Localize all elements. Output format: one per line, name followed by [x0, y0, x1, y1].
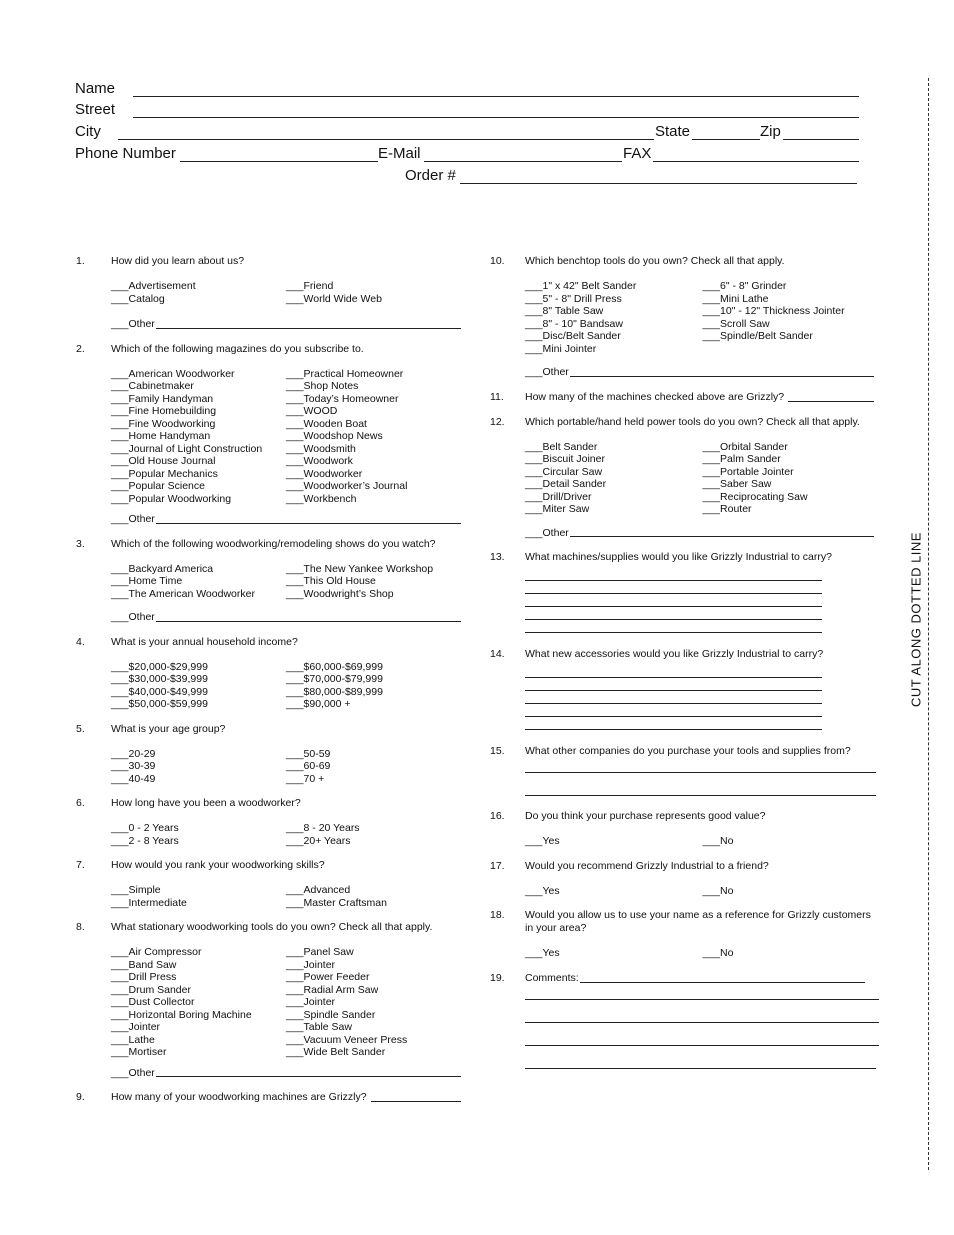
answer-line[interactable] [525, 593, 822, 594]
checkbox-option[interactable]: ___Jointer [286, 996, 336, 1008]
checkbox-option[interactable]: ___70 + [286, 772, 325, 785]
checkbox-option[interactable]: ___Practical Homeowner [286, 367, 404, 380]
checkbox-option[interactable]: ___Woodworker [286, 467, 363, 480]
checkbox-option[interactable]: ___Master Craftsman [286, 896, 387, 909]
no-option[interactable]: ___No [702, 884, 734, 897]
answer-line[interactable] [525, 795, 876, 796]
checkbox-option[interactable]: ___Drum Sander [111, 983, 191, 996]
question-8: 8. What stationary woodworking tools do you own? Check all that apply. ___Air Compressor ___Band Saw ___Drill Press ___Drum Sander ___Dust Collector ___Horizontal Boring Machine ___Jointer ___Lathe ___Mortiser ___Panel Saw ___Jointer ___Power Feeder ___Radial Arm Saw ___Jointer ___Spindle Sander ___Table Saw ___Vacuum Veneer Press ___Wide Belt Sander ___Other [76, 921, 461, 1079]
question-text: What stationary woodworking tools do you own? Check all that apply. [111, 921, 433, 933]
checkbox-option[interactable]: ___Power Feeder [286, 971, 370, 983]
checkbox-option[interactable]: ___Band Saw [111, 958, 177, 971]
checkbox-option[interactable]: ___Home Handyman [111, 430, 211, 442]
options-col-2[interactable] [286, 563, 461, 601]
question-text: What machines/supplies would you like Grizzly Industrial to carry? [525, 551, 832, 563]
checkbox-option[interactable]: ___Table Saw [286, 1021, 352, 1033]
answer-field[interactable] [371, 1101, 461, 1102]
question-text: How would you rank your woodworking skills? [111, 859, 325, 871]
answer-line[interactable] [525, 716, 822, 717]
checkbox-option[interactable]: ___Advanced [286, 884, 351, 896]
question-text: What new accessories would you like Grizzly Industrial to carry? [525, 648, 824, 660]
checkbox-option[interactable]: ___Biscuit Joiner [525, 453, 605, 465]
checkbox-option[interactable]: ___8" - 10" Bandsaw [525, 317, 623, 330]
question-5: 5. What is your age group? ___20-29 ___30-39 ___40-49 ___50-59 ___60-69 ___70 + [76, 723, 461, 786]
answer-line[interactable] [525, 1045, 879, 1046]
checkbox-option[interactable]: ___Family Handyman [111, 392, 214, 405]
checkbox-option[interactable]: ___Portable Jointer [702, 465, 794, 478]
question-4: 4. What is your annual household income? ___$20,000-$29,999 ___$30,000-$39,999 ___$40,000-$49,999 ___$50,000-$59,999 ___$60,000-$69,999 ___$70,000-$79,999 ___$80,000-$89,999 ___$90,000 + [76, 636, 461, 711]
checkbox-option[interactable]: ___Woodwright’s Shop [286, 587, 394, 600]
answer-line[interactable] [525, 580, 822, 581]
order-field[interactable] [460, 183, 857, 184]
checkbox-option[interactable]: ___8 - 20 Years [286, 822, 360, 834]
question-text: Do you think your purchase represents good value? [525, 810, 766, 822]
name-field[interactable] [133, 96, 859, 97]
checkbox-option[interactable]: ___10" - 12" Thickness Jointer [702, 305, 845, 317]
question-text: What is your annual household income? [111, 635, 298, 648]
checkbox-option[interactable]: ___0 - 2 Years [111, 822, 179, 834]
checkbox-option[interactable]: ___Palm Sander [702, 453, 781, 465]
checkbox-option[interactable]: ___Wide Belt Sander [286, 1046, 386, 1058]
phone-field[interactable] [180, 161, 378, 162]
question-17: 17. Would you recommend Grizzly Industrial to a friend? ___Yes ___No [490, 860, 880, 898]
question-6: 6. How long have you been a woodworker? ___0 - 2 Years ___2 - 8 Years ___8 - 20 Years ___20+ Years [76, 797, 461, 847]
options-col-1[interactable] [525, 280, 703, 355]
checkbox-option[interactable]: ___40-49 [111, 772, 156, 785]
options-col-1[interactable] [111, 748, 286, 786]
question-text: Which of the following woodworking/remodeling shows do you watch? [111, 537, 436, 550]
question-3: 3. Which of the following woodworking/remodeling shows do you watch? ___Backyard America ___Home Time ___The American Woodworker ___The New Yankee Workshop ___This Old House ___Woodwright’s Shop ___Other [76, 538, 461, 624]
state-field[interactable] [692, 139, 760, 140]
answer-field[interactable] [788, 401, 874, 402]
checkbox-option[interactable]: ___Drill/Driver [525, 490, 592, 503]
question-text: How many of the machines checked above are Grizzly? [525, 390, 785, 403]
other-field[interactable] [156, 1076, 461, 1077]
checkbox-option[interactable]: ___This Old House [286, 575, 376, 587]
question-text: Which portable/hand held power tools do you own? Check all that apply. [525, 415, 860, 428]
checkbox-option[interactable]: ___Simple [111, 884, 161, 896]
answer-line[interactable] [525, 729, 822, 730]
question-2: 2. Which of the following magazines do you subscribe to. ___American Woodworker ___Cabinetmaker ___Family Handyman ___Fine Homebuilding ___Fine Woodworking ___Home Handyman ___Journal of Light Construction ___Old House Journal ___Popular Mechanics ___Popular Science ___Popular Woodworking ___Practical Homeowner ___Shop Notes ___Today’s Homeowner ___WOOD ___Wooden Boat ___Woodshop News ___Woodsmith ___Woodwork ___Woodworker ___Woodworker’s Journal ___Workbench ___Other [76, 343, 461, 526]
checkbox-option[interactable]: ___Woodsmith [286, 442, 356, 455]
checkbox-option[interactable]: ___Workbench [286, 492, 357, 505]
question-7: 7. How would you rank your woodworking skills? ___Simple ___Intermediate ___Advanced ___Master Craftsman [76, 859, 461, 909]
question-text: Comments: [525, 971, 579, 984]
question-text: How did you learn about us? [111, 255, 245, 267]
checkbox-option[interactable]: ___Detail Sander [525, 478, 607, 490]
checkbox-option[interactable]: ___Woodworker’s Journal [286, 480, 408, 492]
question-1: 1. How did you learn about us? ___Advertisement ___Catalog ___Friend ___World Wide Web ___Other [76, 255, 461, 331]
checkbox-option[interactable]: ___Catalog [111, 292, 165, 305]
checkbox-option[interactable]: ___50-59 [286, 747, 331, 760]
checkbox-option[interactable]: ___Vacuum Veneer Press [286, 1033, 408, 1046]
checkbox-option[interactable]: ___Home Time [111, 575, 183, 587]
checkbox-option[interactable]: ___The American Woodworker [111, 587, 255, 600]
question-text: How many of your woodworking machines are Grizzly? [111, 1091, 367, 1103]
checkbox-option[interactable]: ___Woodshop News [286, 430, 383, 442]
yes-option[interactable]: ___Yes [525, 884, 560, 897]
other-field[interactable] [156, 621, 461, 622]
options-col-2[interactable] [286, 748, 461, 786]
question-16: 16. Do you think your purchase represents good value? ___Yes ___No [490, 810, 880, 848]
checkbox-option[interactable]: ___Lathe [111, 1033, 155, 1046]
checkbox-option[interactable]: ___Backyard America [111, 562, 214, 575]
right-column [490, 255, 880, 1069]
options-col-1[interactable] [111, 368, 286, 506]
state-label: State [655, 123, 691, 140]
question-11: 11. How many of the machines checked above are Grizzly? [490, 391, 880, 404]
checkbox-option[interactable]: ___Friend [286, 280, 334, 292]
answer-line[interactable] [525, 606, 822, 607]
street-label: Street [75, 101, 116, 118]
checkbox-option[interactable]: ___American Woodworker [111, 367, 235, 380]
checkbox-option[interactable]: ___$50,000-$59,999 [111, 698, 208, 710]
checkbox-option[interactable]: ___$70,000-$79,999 [286, 673, 383, 685]
name-label: Name [75, 80, 116, 97]
question-text: Would you allow us to use your name as a reference for Grizzly customers in your area? [525, 909, 871, 934]
checkbox-option[interactable]: ___Jointer [286, 958, 336, 971]
answer-line[interactable] [525, 1068, 876, 1069]
no-option[interactable]: ___No [702, 947, 734, 959]
checkbox-option[interactable]: ___Radial Arm Saw [286, 983, 379, 996]
checkbox-option[interactable]: ___Router [702, 503, 752, 515]
no-option[interactable]: ___No [702, 835, 734, 847]
other-field[interactable] [156, 328, 461, 329]
answer-line[interactable] [525, 772, 876, 773]
checkbox-option[interactable]: ___Scroll Saw [702, 317, 770, 330]
options-col-1[interactable] [111, 822, 286, 847]
checkbox-option[interactable]: ___6" - 8" Grinder [702, 280, 787, 292]
checkbox-option[interactable]: ___Fine Woodworking [111, 417, 216, 430]
fax-label: FAX [623, 145, 652, 162]
options-col-2[interactable] [286, 946, 461, 1059]
checkbox-option[interactable]: ___Popular Science [111, 480, 205, 492]
email-label: E-Mail [378, 145, 421, 162]
checkbox-option[interactable]: ___Intermediate [111, 896, 187, 909]
fax-field[interactable] [653, 161, 859, 162]
checkbox-option[interactable]: ___30-39 [111, 760, 156, 772]
question-15: 15. What other companies do you purchase your tools and supplies from? [490, 745, 880, 796]
yes-option[interactable]: ___Yes [525, 835, 560, 847]
checkbox-option[interactable]: ___60-69 [286, 760, 331, 772]
checkbox-option[interactable]: ___Journal of Light Construction [111, 442, 263, 455]
checkbox-option[interactable]: ___Reciprocating Saw [702, 490, 808, 503]
city-field[interactable] [118, 139, 654, 140]
other-field[interactable] [570, 536, 874, 537]
checkbox-option[interactable]: ___Horizontal Boring Machine [111, 1008, 252, 1021]
checkbox-option[interactable]: ___Air Compressor [111, 946, 202, 958]
options-col-1[interactable] [111, 884, 286, 909]
checkbox-option[interactable]: ___Fine Homebuilding [111, 405, 217, 417]
checkbox-option[interactable]: ___$90,000 + [286, 698, 351, 710]
checkbox-option[interactable]: ___8" Table Saw [525, 305, 604, 317]
checkbox-option[interactable]: ___1" x 42" Belt Sander [525, 280, 637, 292]
checkbox-option[interactable]: ___$40,000-$49,999 [111, 685, 208, 698]
question-19: 19. Comments: [490, 972, 880, 1069]
city-label: City [75, 123, 101, 140]
checkbox-option[interactable]: ___WOOD [286, 405, 338, 417]
email-field[interactable] [424, 161, 622, 162]
checkbox-option[interactable]: ___Mini Lathe [702, 292, 769, 305]
options-col-2[interactable] [286, 822, 461, 847]
checkbox-option[interactable]: ___Popular Woodworking [111, 492, 232, 505]
checkbox-option[interactable]: ___Drill Press [111, 971, 177, 983]
question-text: Which benchtop tools do you own? Check all that apply. [525, 255, 785, 267]
checkbox-option[interactable]: ___Cabinetmaker [111, 380, 194, 392]
answer-line[interactable] [525, 619, 822, 620]
checkbox-option[interactable]: ___20-29 [111, 747, 156, 760]
question-text: What is your age group? [111, 722, 226, 735]
checkbox-option[interactable]: ___Orbital Sander [702, 440, 788, 453]
answer-line[interactable] [525, 999, 879, 1000]
options-col-1[interactable] [111, 563, 286, 601]
checkbox-option[interactable]: ___Woodwork [286, 455, 353, 467]
checkbox-option[interactable]: ___Wooden Boat [286, 417, 367, 430]
checkbox-option[interactable]: ___Mortiser [111, 1046, 167, 1058]
checkbox-option[interactable]: ___Mini Jointer [525, 342, 597, 355]
checkbox-option[interactable]: ___Old House Journal [111, 455, 216, 467]
question-18: 18. Would you allow us to use your name as a reference for Grizzly customers in your area? ___Yes ___No [490, 909, 880, 960]
checkbox-option[interactable]: ___$30,000-$39,999 [111, 673, 208, 685]
checkbox-option[interactable]: ___The New Yankee Workshop [286, 562, 434, 575]
question-14: 14. What new accessories would you like Grizzly Industrial to carry? [490, 648, 880, 730]
checkbox-option[interactable]: ___Circular Saw [525, 465, 603, 478]
checkbox-option[interactable]: ___Dust Collector [111, 996, 195, 1008]
other-field[interactable] [570, 376, 874, 377]
options-col-2[interactable] [286, 661, 461, 711]
checkbox-option[interactable]: ___Advertisement [111, 280, 196, 292]
answer-line[interactable] [525, 632, 822, 633]
checkbox-option[interactable]: ___$20,000-$29,999 [111, 660, 208, 673]
checkbox-option[interactable]: ___$80,000-$89,999 [286, 685, 383, 698]
options-col-2[interactable] [286, 280, 461, 305]
question-9: 9. How many of your woodworking machines are Grizzly? [76, 1091, 461, 1104]
cut-label: CUT ALONG DOTTED LINE [908, 532, 924, 707]
checkbox-option[interactable]: ___Panel Saw [286, 946, 354, 958]
options-col-1[interactable] [111, 280, 286, 305]
options-col-2[interactable] [703, 280, 881, 355]
checkbox-option[interactable]: ___Popular Mechanics [111, 467, 218, 480]
checkbox-option[interactable]: ___20+ Years [286, 834, 351, 847]
checkbox-option[interactable]: ___Disc/Belt Sander [525, 330, 621, 342]
checkbox-option[interactable]: ___Spindle Sander [286, 1008, 376, 1021]
checkbox-option[interactable]: ___World Wide Web [286, 292, 382, 305]
checkbox-option[interactable]: ___Belt Sander [525, 440, 598, 453]
phone-label: Phone Number [75, 145, 176, 162]
options-col-2[interactable] [703, 441, 881, 516]
question-text: What other companies do you purchase your tools and supplies from? [525, 745, 851, 757]
checkbox-option[interactable]: ___Spindle/Belt Sander [702, 330, 813, 342]
checkbox-option[interactable]: ___5" - 8" Drill Press [525, 292, 622, 305]
comments-field[interactable] [580, 982, 865, 983]
question-text: How long have you been a woodworker? [111, 797, 301, 809]
checkbox-option[interactable]: ___Jointer [111, 1021, 161, 1033]
zip-label: Zip [760, 123, 781, 140]
left-column [76, 255, 461, 1104]
other-field[interactable] [156, 523, 461, 524]
question-12: 12. Which portable/hand held power tools do you own? Check all that apply. ___Belt Sander ___Biscuit Joiner ___Circular Saw ___Detail Sander ___Drill/Driver ___Miter Saw ___Orbital Sander ___Palm Sander ___Portable Jointer ___Saber Saw ___Reciprocating Saw ___Router ___Other [490, 416, 880, 540]
answer-line[interactable] [525, 690, 822, 691]
question-text: Would you recommend Grizzly Industrial to a friend? [525, 859, 769, 872]
cut-line [928, 78, 929, 1170]
zip-field[interactable] [783, 139, 859, 140]
question-13: 13. What machines/supplies would you like Grizzly Industrial to carry? [490, 551, 880, 633]
answer-line[interactable] [525, 677, 822, 678]
checkbox-option[interactable]: ___Shop Notes [286, 380, 359, 392]
street-field[interactable] [133, 117, 859, 118]
options-col-1[interactable] [525, 441, 703, 516]
checkbox-option[interactable]: ___Today’s Homeowner [286, 392, 399, 405]
checkbox-option[interactable]: ___2 - 8 Years [111, 834, 179, 847]
options-col-1[interactable] [111, 661, 286, 711]
options-col-2[interactable] [286, 368, 461, 506]
question-text: Which of the following magazines do you subscribe to. [111, 342, 364, 355]
answer-line[interactable] [525, 1022, 879, 1023]
answer-line[interactable] [525, 703, 822, 704]
checkbox-option[interactable]: ___Miter Saw [525, 503, 590, 515]
options-col-1[interactable] [111, 946, 286, 1059]
checkbox-option[interactable]: ___Saber Saw [702, 478, 772, 490]
question-10: 10. Which benchtop tools do you own? Check all that apply. ___1" x 42" Belt Sander ___5" - 8" Drill Press ___8" Table Saw ___8" - 10" Bandsaw ___Disc/Belt Sander ___Mini Jointer ___6" - 8" Grinder ___Mini Lathe ___10" - 12" Thickness Jointer ___Scroll Saw ___Spindle/Belt Sander ___Other [490, 255, 880, 379]
checkbox-option[interactable]: ___$60,000-$69,999 [286, 660, 383, 673]
order-label: Order # [405, 167, 456, 184]
yes-option[interactable]: ___Yes [525, 947, 560, 959]
options-col-2[interactable] [286, 884, 461, 909]
